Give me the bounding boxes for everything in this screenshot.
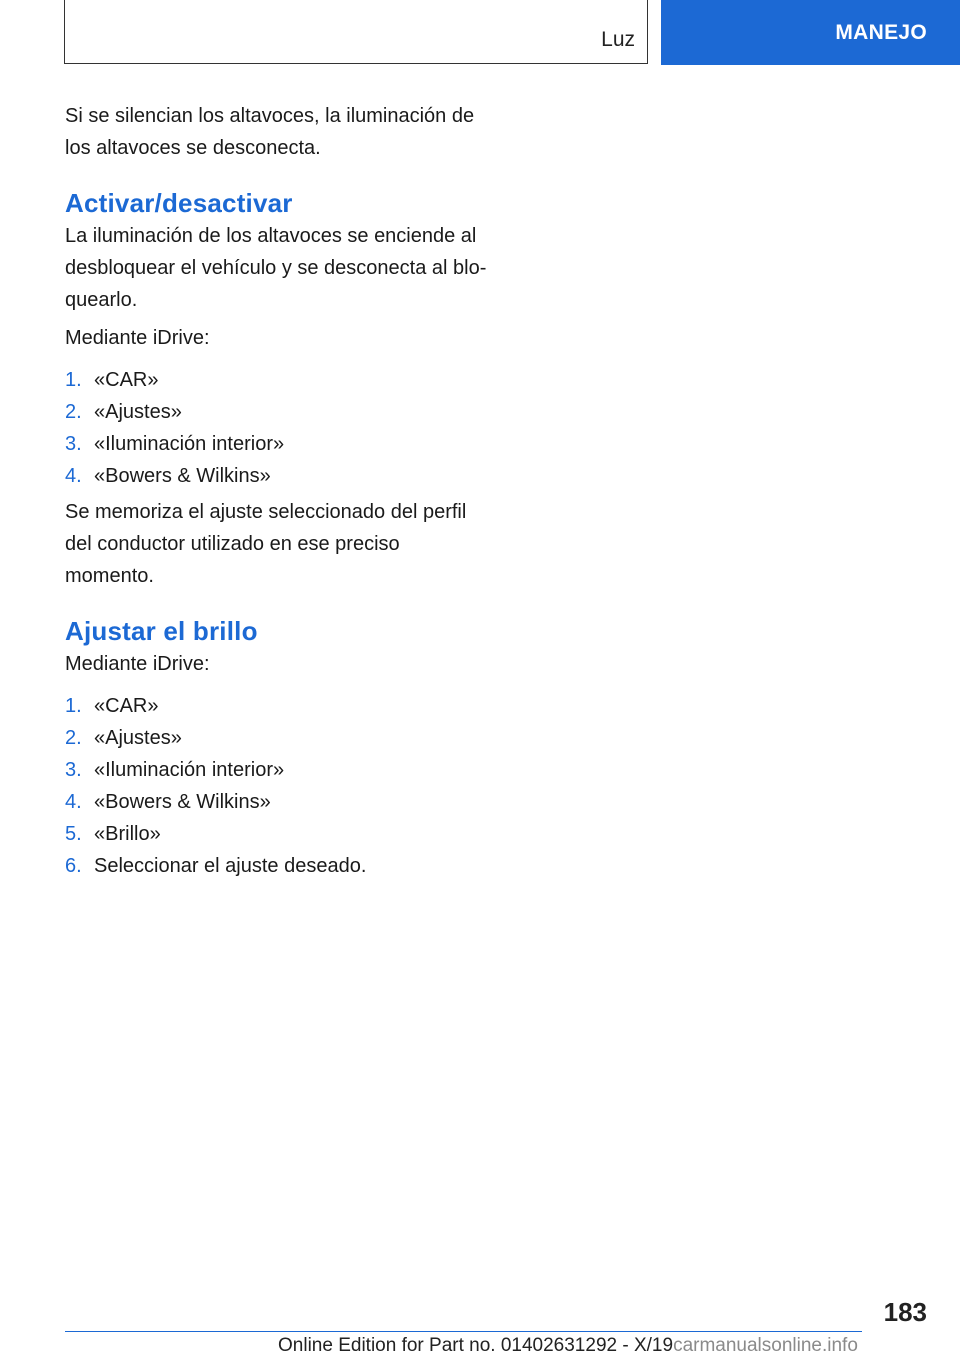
- list-item: [65, 460, 490, 492]
- list-item: [65, 754, 490, 786]
- list-item: [65, 786, 490, 818]
- list-item: [65, 690, 490, 722]
- step-number: 2.: [65, 401, 82, 423]
- step-label: «CAR»: [94, 369, 159, 391]
- chapter-tab[interactable]: [661, 0, 960, 65]
- step-label: «Ajustes»: [94, 401, 182, 423]
- footer-divider: [65, 1331, 862, 1332]
- list-item: [65, 722, 490, 754]
- step-number: 4.: [65, 465, 82, 487]
- header-frame: [64, 0, 648, 64]
- step-label: «Iluminación interior»: [94, 759, 285, 781]
- main-content: [65, 100, 490, 886]
- list-item: [65, 818, 490, 850]
- list-item: [65, 396, 490, 428]
- heading-activar-desactivar: Activar/desactivar: [65, 188, 293, 218]
- step-number: 5.: [65, 823, 82, 845]
- step-label: «Brillo»: [94, 823, 161, 845]
- step-label: «Iluminación interior»: [94, 433, 285, 455]
- step-label: «CAR»: [94, 695, 159, 717]
- paragraph: Se memoriza el ajuste seleccionado del perfil del conductor utilizado en ese preciso momento.: [65, 501, 467, 587]
- paragraph: La iluminación de los altavoces se enciende al desbloquear el vehículo y se desconecta al blo-quearlo.: [65, 225, 487, 311]
- step-number: 1.: [65, 369, 82, 391]
- step-number: 3.: [65, 759, 82, 781]
- paragraph: Mediante iDrive:: [65, 327, 210, 349]
- step-number: 2.: [65, 727, 82, 749]
- steps-list-brillo: [65, 690, 490, 882]
- step-number: 6.: [65, 855, 82, 877]
- list-item: [65, 850, 490, 882]
- step-number: 1.: [65, 695, 82, 717]
- page-number: 183: [883, 1297, 927, 1327]
- intro-paragraph: Si se silencian los altavoces, la iluminación de los altavoces se desconecta.: [65, 105, 475, 159]
- heading-ajustar-brillo: Ajustar el brillo: [65, 616, 258, 646]
- edition-text: Online Edition for Part no. 01402631292 - X/19: [278, 1335, 674, 1356]
- watermark-text: carmanualsonline.info: [673, 1335, 858, 1356]
- step-number: 3.: [65, 433, 82, 455]
- step-label: «Bowers & Wilkins»: [94, 465, 271, 487]
- list-item: [65, 428, 490, 460]
- steps-list-activar: [65, 364, 490, 492]
- step-number: 4.: [65, 791, 82, 813]
- section-title: Luz: [601, 28, 635, 51]
- step-label: Seleccionar el ajuste deseado.: [94, 855, 367, 877]
- footer-edition: [278, 1335, 858, 1357]
- chapter-label: MANEJO: [835, 20, 927, 44]
- step-label: «Bowers & Wilkins»: [94, 791, 271, 813]
- step-label: «Ajustes»: [94, 727, 182, 749]
- paragraph: Mediante iDrive:: [65, 653, 210, 675]
- list-item: [65, 364, 490, 396]
